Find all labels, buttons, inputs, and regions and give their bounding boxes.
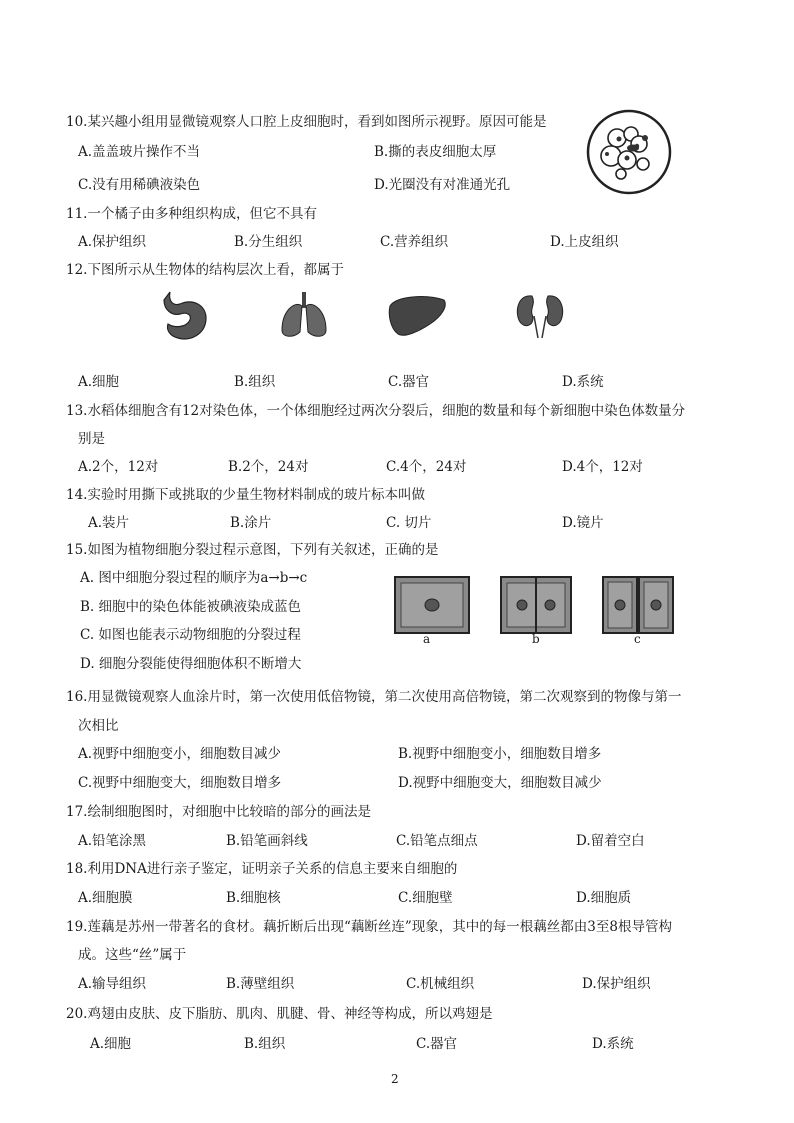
q16-option-c: C.视野中细胞变大，细胞数目增多 [78,775,282,791]
cell-division-b [498,574,574,636]
q19-option-d: D.保护组织 [582,976,651,992]
q19-option-a: A.输导组织 [78,976,147,992]
q17-option-d: D.留着空白 [576,833,645,849]
q16-option-d: D.视野中细胞变大，细胞数目减少 [398,775,602,791]
q14-option-a: A.装片 [88,515,130,531]
q12-option-d: D.系统 [562,374,604,390]
q10-option-d: D.光圈没有对准通光孔 [374,177,511,193]
q14-stem: 14.实验时用撕下或挑取的少量生物材料制成的玻片标本叫做 [66,487,425,503]
q12-option-c: C.器官 [388,374,430,390]
q10-stem: 10.某兴趣小组用显微镜观察人口腔上皮细胞时，看到如图所示视野。原因可能是 [66,114,547,130]
q19-option-b: B.薄壁组织 [226,976,295,992]
microscope-field-figure [585,108,673,196]
q10-option-a: A.盖盖玻片操作不当 [78,144,201,160]
q10-option-b: B.撕的表皮细胞太厚 [374,144,497,160]
q10-option-c: C.没有用稀碘液染色 [78,177,201,193]
q15-option-c: C. 如图也能表示动物细胞的分裂过程 [80,627,301,643]
q15-option-b: B. 细胞中的染色体能被碘液染成蓝色 [80,599,302,615]
q12-option-b: B.组织 [234,374,276,390]
q18-option-b: B.细胞核 [226,890,281,906]
q18-option-a: A.细胞膜 [78,890,133,906]
q16-stem-line2: 次相比 [78,718,119,734]
q20-option-d: D.系统 [592,1036,634,1052]
figure-label-c: c [634,632,641,646]
q16-option-b: B.视野中细胞变小，细胞数目增多 [398,746,602,762]
figure-label-b: b [532,632,540,646]
q11-option-a: A.保护组织 [78,234,147,250]
liver-icon [386,292,450,342]
q20-option-a: A.细胞 [90,1036,132,1052]
q20-stem: 20.鸡翅由皮肤、皮下脂肪、肌肉、肌腱、骨、神经等构成，所以鸡翅是 [66,1006,493,1022]
q15-stem: 15.如图为植物细胞分裂过程示意图，下列有关叙述，正确的是 [66,542,439,558]
q13-option-b: B.2个，24对 [228,459,309,475]
page-number: 2 [391,1072,399,1086]
q13-option-a: A.2个，12对 [78,459,159,475]
q18-option-c: C.细胞壁 [398,890,453,906]
q11-option-b: B.分生组织 [234,234,303,250]
q16-stem-line1: 16.用显微镜观察人血涂片时，第一次使用低倍物镜，第二次使用高倍物镜，第二次观察到的物像与第一 [66,689,682,705]
q14-option-c: C. 切片 [386,515,432,531]
q15-option-a: A. 图中细胞分裂过程的顺序为a→b→c [80,570,308,586]
kidneys-icon [512,290,568,340]
q17-option-a: A.铅笔涂黑 [78,833,147,849]
q13-stem-line1: 13.水稻体细胞含有12对染色体，一个体细胞经过两次分裂后，细胞的数量和每个新细胞中染色体数量分 [66,403,686,419]
q17-option-c: C.铅笔点细点 [396,833,478,849]
q11-stem: 11.一个橘子由多种组织构成，但它不具有 [66,206,317,222]
q19-stem-line1: 19.莲藕是苏州一带著名的食材。藕折断后出现“藕断丝连”现象，其中的每一根藕丝都由3至8根导管构 [66,919,672,935]
q12-stem: 12.下图所示从生物体的结构层次上看，都属于 [66,262,344,278]
q20-option-b: B.组织 [244,1036,286,1052]
q12-option-a: A.细胞 [78,374,120,390]
figure-label-a: a [423,632,431,646]
q19-option-c: C.机械组织 [406,976,475,992]
cell-division-a [392,574,472,636]
q18-option-d: D.细胞质 [576,890,632,906]
q17-stem: 17.绘制细胞图时，对细胞中比较暗的部分的画法是 [66,804,371,820]
q17-option-b: B.铅笔画斜线 [226,833,308,849]
q19-stem-line2: 成。这些“丝”属于 [78,947,187,963]
cell-division-c [600,574,676,636]
q13-stem-line2: 别是 [78,431,105,447]
q14-option-d: D.镜片 [562,515,604,531]
q15-option-d: D. 细胞分裂能使得细胞体积不断增大 [80,656,302,672]
lungs-icon [276,290,332,342]
q13-option-c: C.4个，24对 [386,459,467,475]
q13-option-d: D.4个，12对 [562,459,643,475]
q14-option-b: B.涂片 [230,515,272,531]
q18-stem: 18.利用DNA进行亲子鉴定，证明亲子关系的信息主要来自细胞的 [66,861,458,877]
q11-option-d: D.上皮组织 [550,234,619,250]
q20-option-c: C.器官 [416,1036,458,1052]
stomach-icon [160,288,212,344]
q11-option-c: C.营养组织 [380,234,449,250]
q16-option-a: A.视野中细胞变小，细胞数目减少 [78,746,282,762]
